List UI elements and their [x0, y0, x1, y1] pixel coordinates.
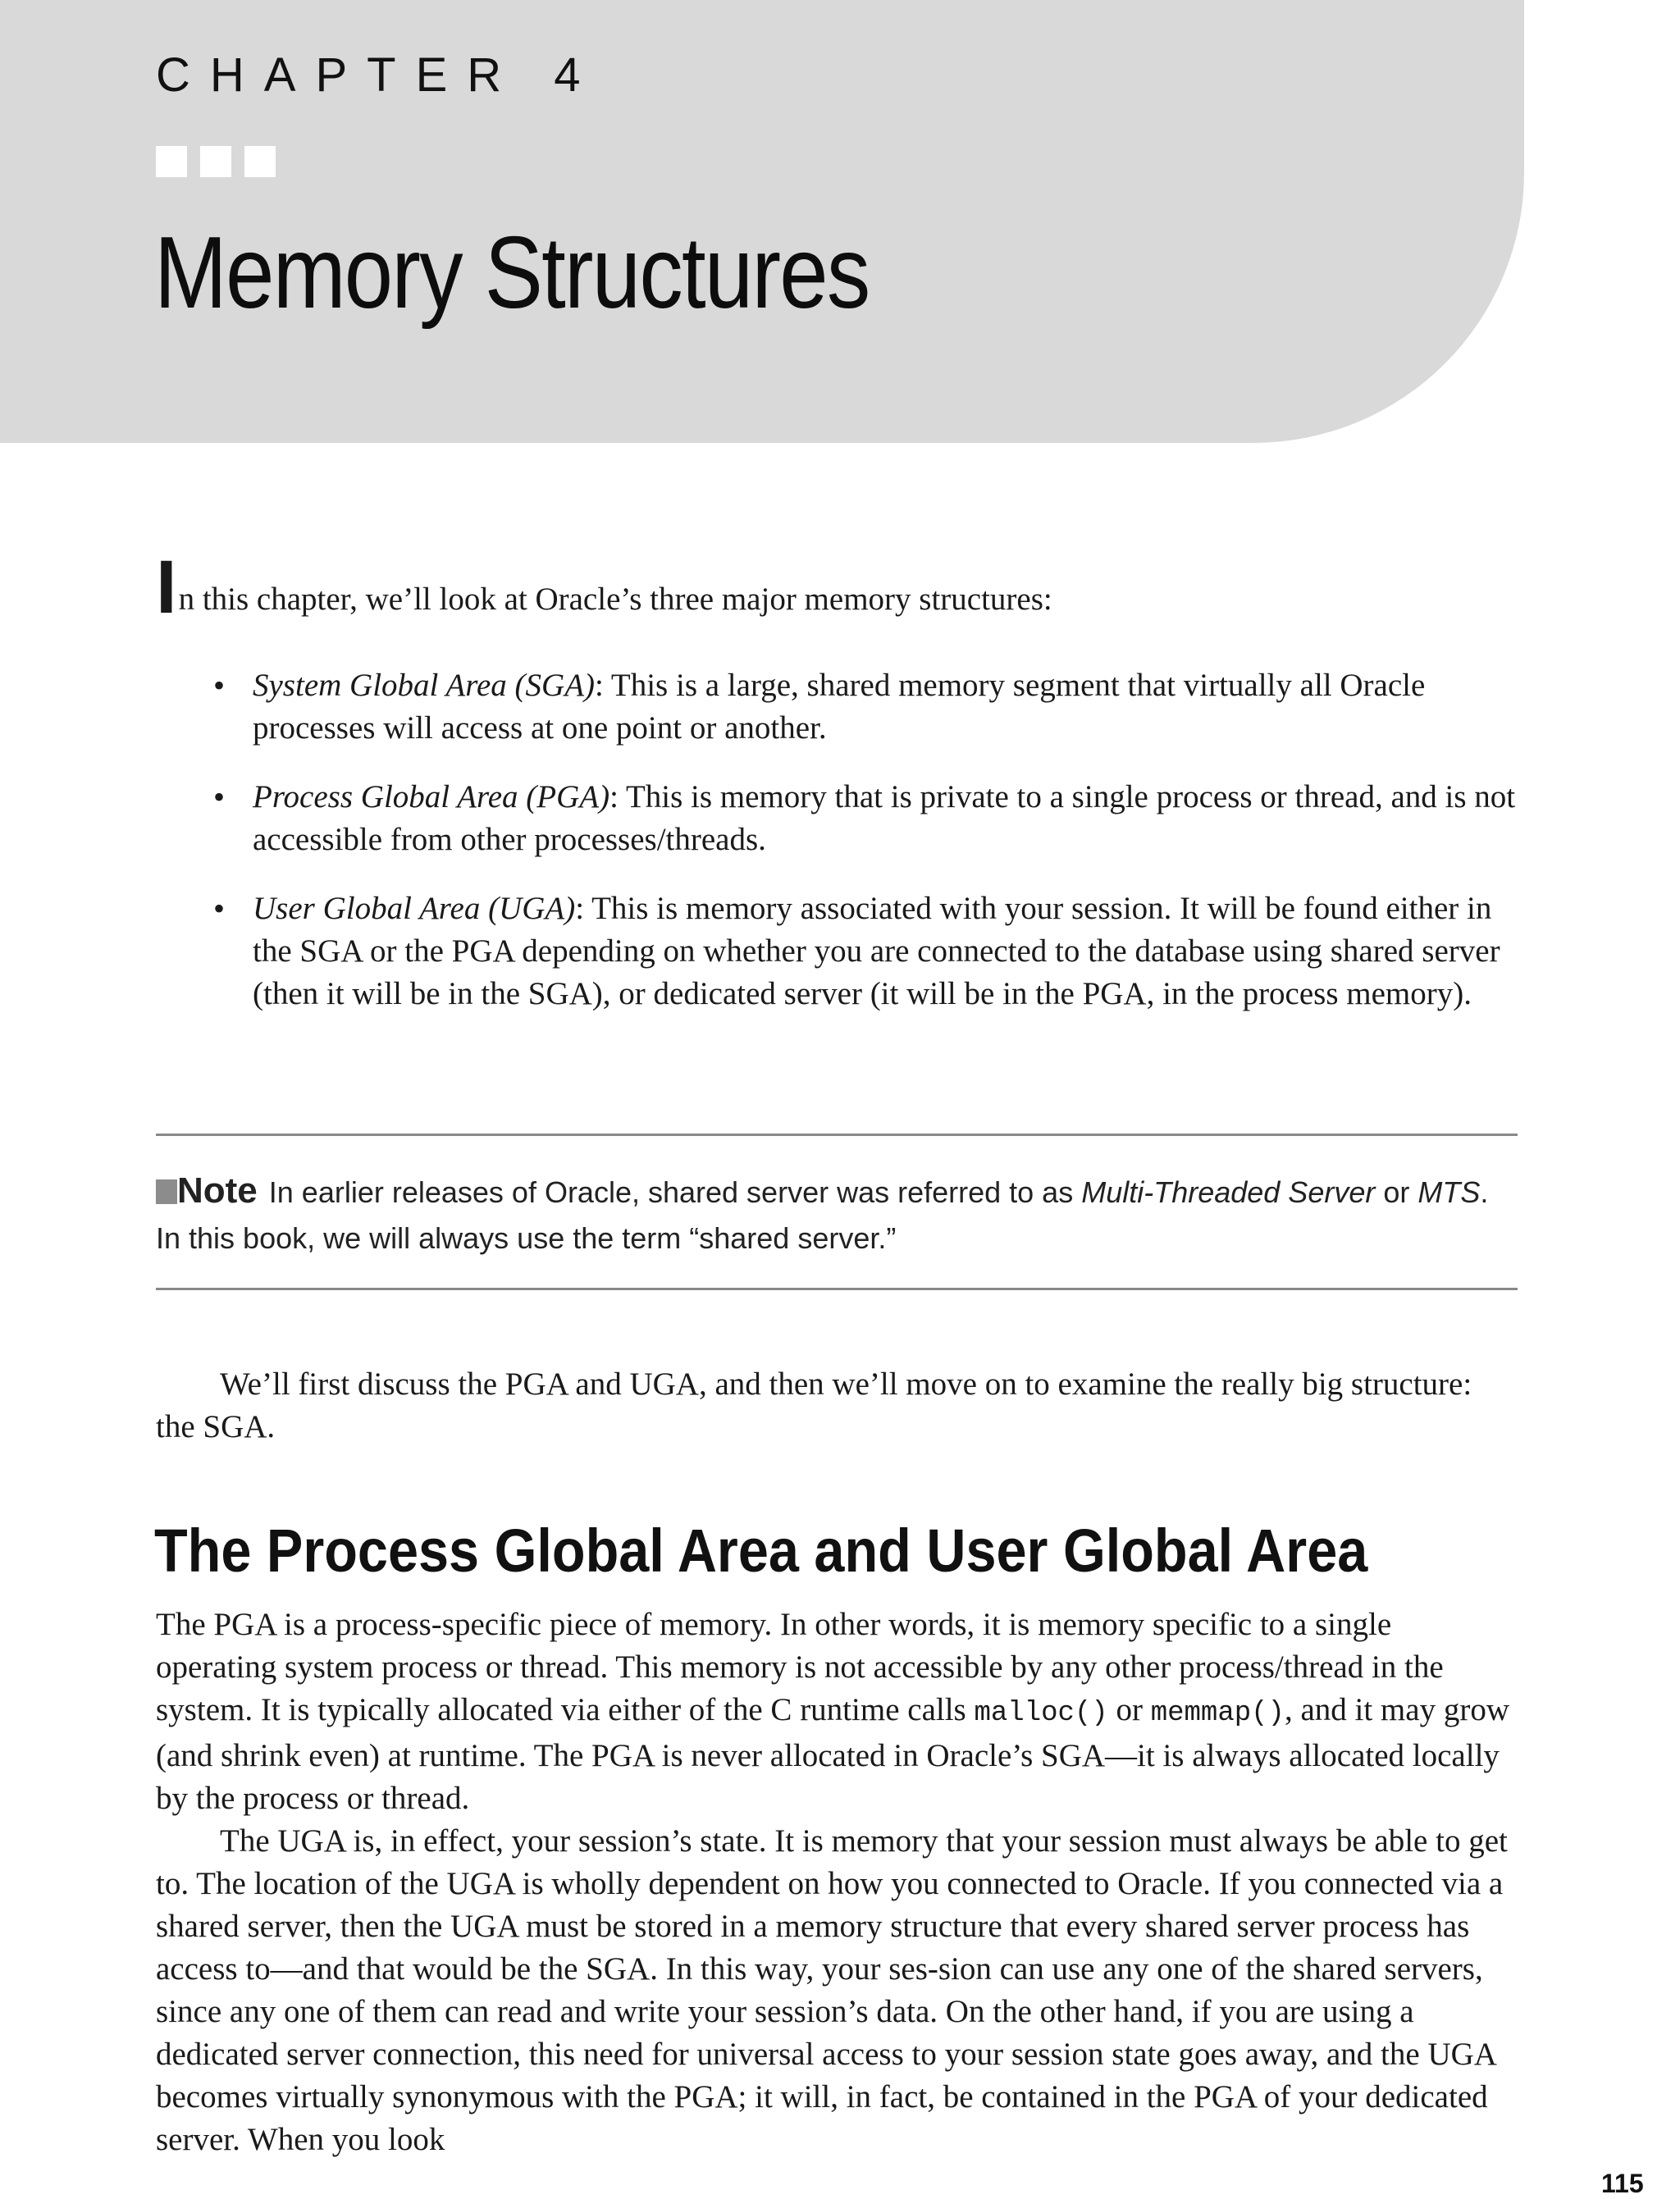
- note-text: or: [1375, 1175, 1418, 1209]
- chapter-header-band: [0, 0, 1524, 443]
- paragraph-text: The PGA is a process-specific piece of memory. In other words, it is memory specific to a single operating system process or thread. This memory is not accessible by any other process/thread in the system. It is typically allocated via either of the C runtime calls: [156, 1607, 1444, 1727]
- chapter-label: CHAPTER 4: [156, 48, 600, 102]
- note-term-mts: MTS: [1418, 1175, 1481, 1209]
- ornament-square: [200, 146, 231, 177]
- body-paragraph: [156, 1604, 1518, 1820]
- chapter-title: Memory Structures: [154, 217, 870, 330]
- note-text: In earlier releases of Oracle, shared server was referred to as: [268, 1175, 1082, 1209]
- desc-pga: : This is memory that is private to a single process or thread, and is not accessible from other processes/threads.: [253, 779, 1516, 857]
- paragraph-text: , and it may grow (and shrink even) at runtime. The PGA is never allocated in Oracle’s SGA—it is always allocated locally by the process or thread.: [156, 1692, 1509, 1816]
- ornament-square: [156, 146, 187, 177]
- list-item-uga: [213, 887, 1526, 1015]
- note-text: . In this book, we will always use the term “shared server.”: [156, 1175, 1489, 1255]
- chapter-ornament: [156, 146, 276, 177]
- memory-structures-list: [213, 664, 1526, 1042]
- note-label: Note: [177, 1170, 258, 1211]
- ornament-square: [244, 146, 276, 177]
- body-paragraph: The UGA is, in effect, your session’s state. It is memory that your session must always be able to get to. The location of the UGA is wholly dependent on how you connected to Oracle. If you connected via a shared server, then the UGA must be stored in a memory structure that every shared server process has access to—and that would be the SGA. In this way, your ses-sion can use any one of the shared servers, since any one of them can read and write your session’s data. On the other hand, if you are using a dedicated server connection, this need for universal access to your session state goes away, and the UGA becomes virtually synonymous with the PGA; it will, in fact, be contained in the PGA of your dedicated server. When you look: [156, 1823, 1508, 2157]
- desc-uga: : This is memory associated with your session. It will be found either in the SGA or the PGA depending on whether you are connected to the database using shared server (then it will be in the SGA), or dedicated server (it will be in the PGA, in the process memory).: [253, 891, 1500, 1011]
- section-body: [156, 1604, 1518, 2161]
- code-memmap: memmap(): [1150, 1698, 1285, 1729]
- note-box: [156, 1168, 1518, 1261]
- desc-sga: : This is a large, shared memory segment that virtually all Oracle processes will access at one point or another.: [253, 668, 1426, 746]
- intro-text: n this chapter, we’ll look at Oracle’s three major memory structures:: [178, 582, 1052, 617]
- list-item-pga: [213, 776, 1526, 861]
- list-item-sga: [213, 664, 1526, 750]
- term-sga: System Global Area (SGA): [253, 668, 596, 703]
- intro-paragraph: [156, 545, 1518, 629]
- note-marker-icon: [156, 1179, 177, 1204]
- drop-cap: I: [156, 545, 177, 629]
- term-pga: Process Global Area (PGA): [253, 779, 610, 814]
- note-top-rule: [156, 1134, 1518, 1136]
- page-number: 115: [1601, 2169, 1644, 2198]
- code-malloc: malloc(): [974, 1698, 1108, 1729]
- term-uga: User Global Area (UGA): [253, 891, 576, 926]
- note-term-mts-full: Multi-Threaded Server: [1081, 1175, 1376, 1209]
- section-heading: The Process Global Area and User Global Area: [154, 1517, 1368, 1585]
- body-paragraph: We’ll first discuss the PGA and UGA, and then we’ll move on to examine the really big structure: the SGA.: [156, 1366, 1472, 1444]
- note-bottom-rule: [156, 1288, 1518, 1290]
- paragraph-text: or: [1107, 1692, 1151, 1727]
